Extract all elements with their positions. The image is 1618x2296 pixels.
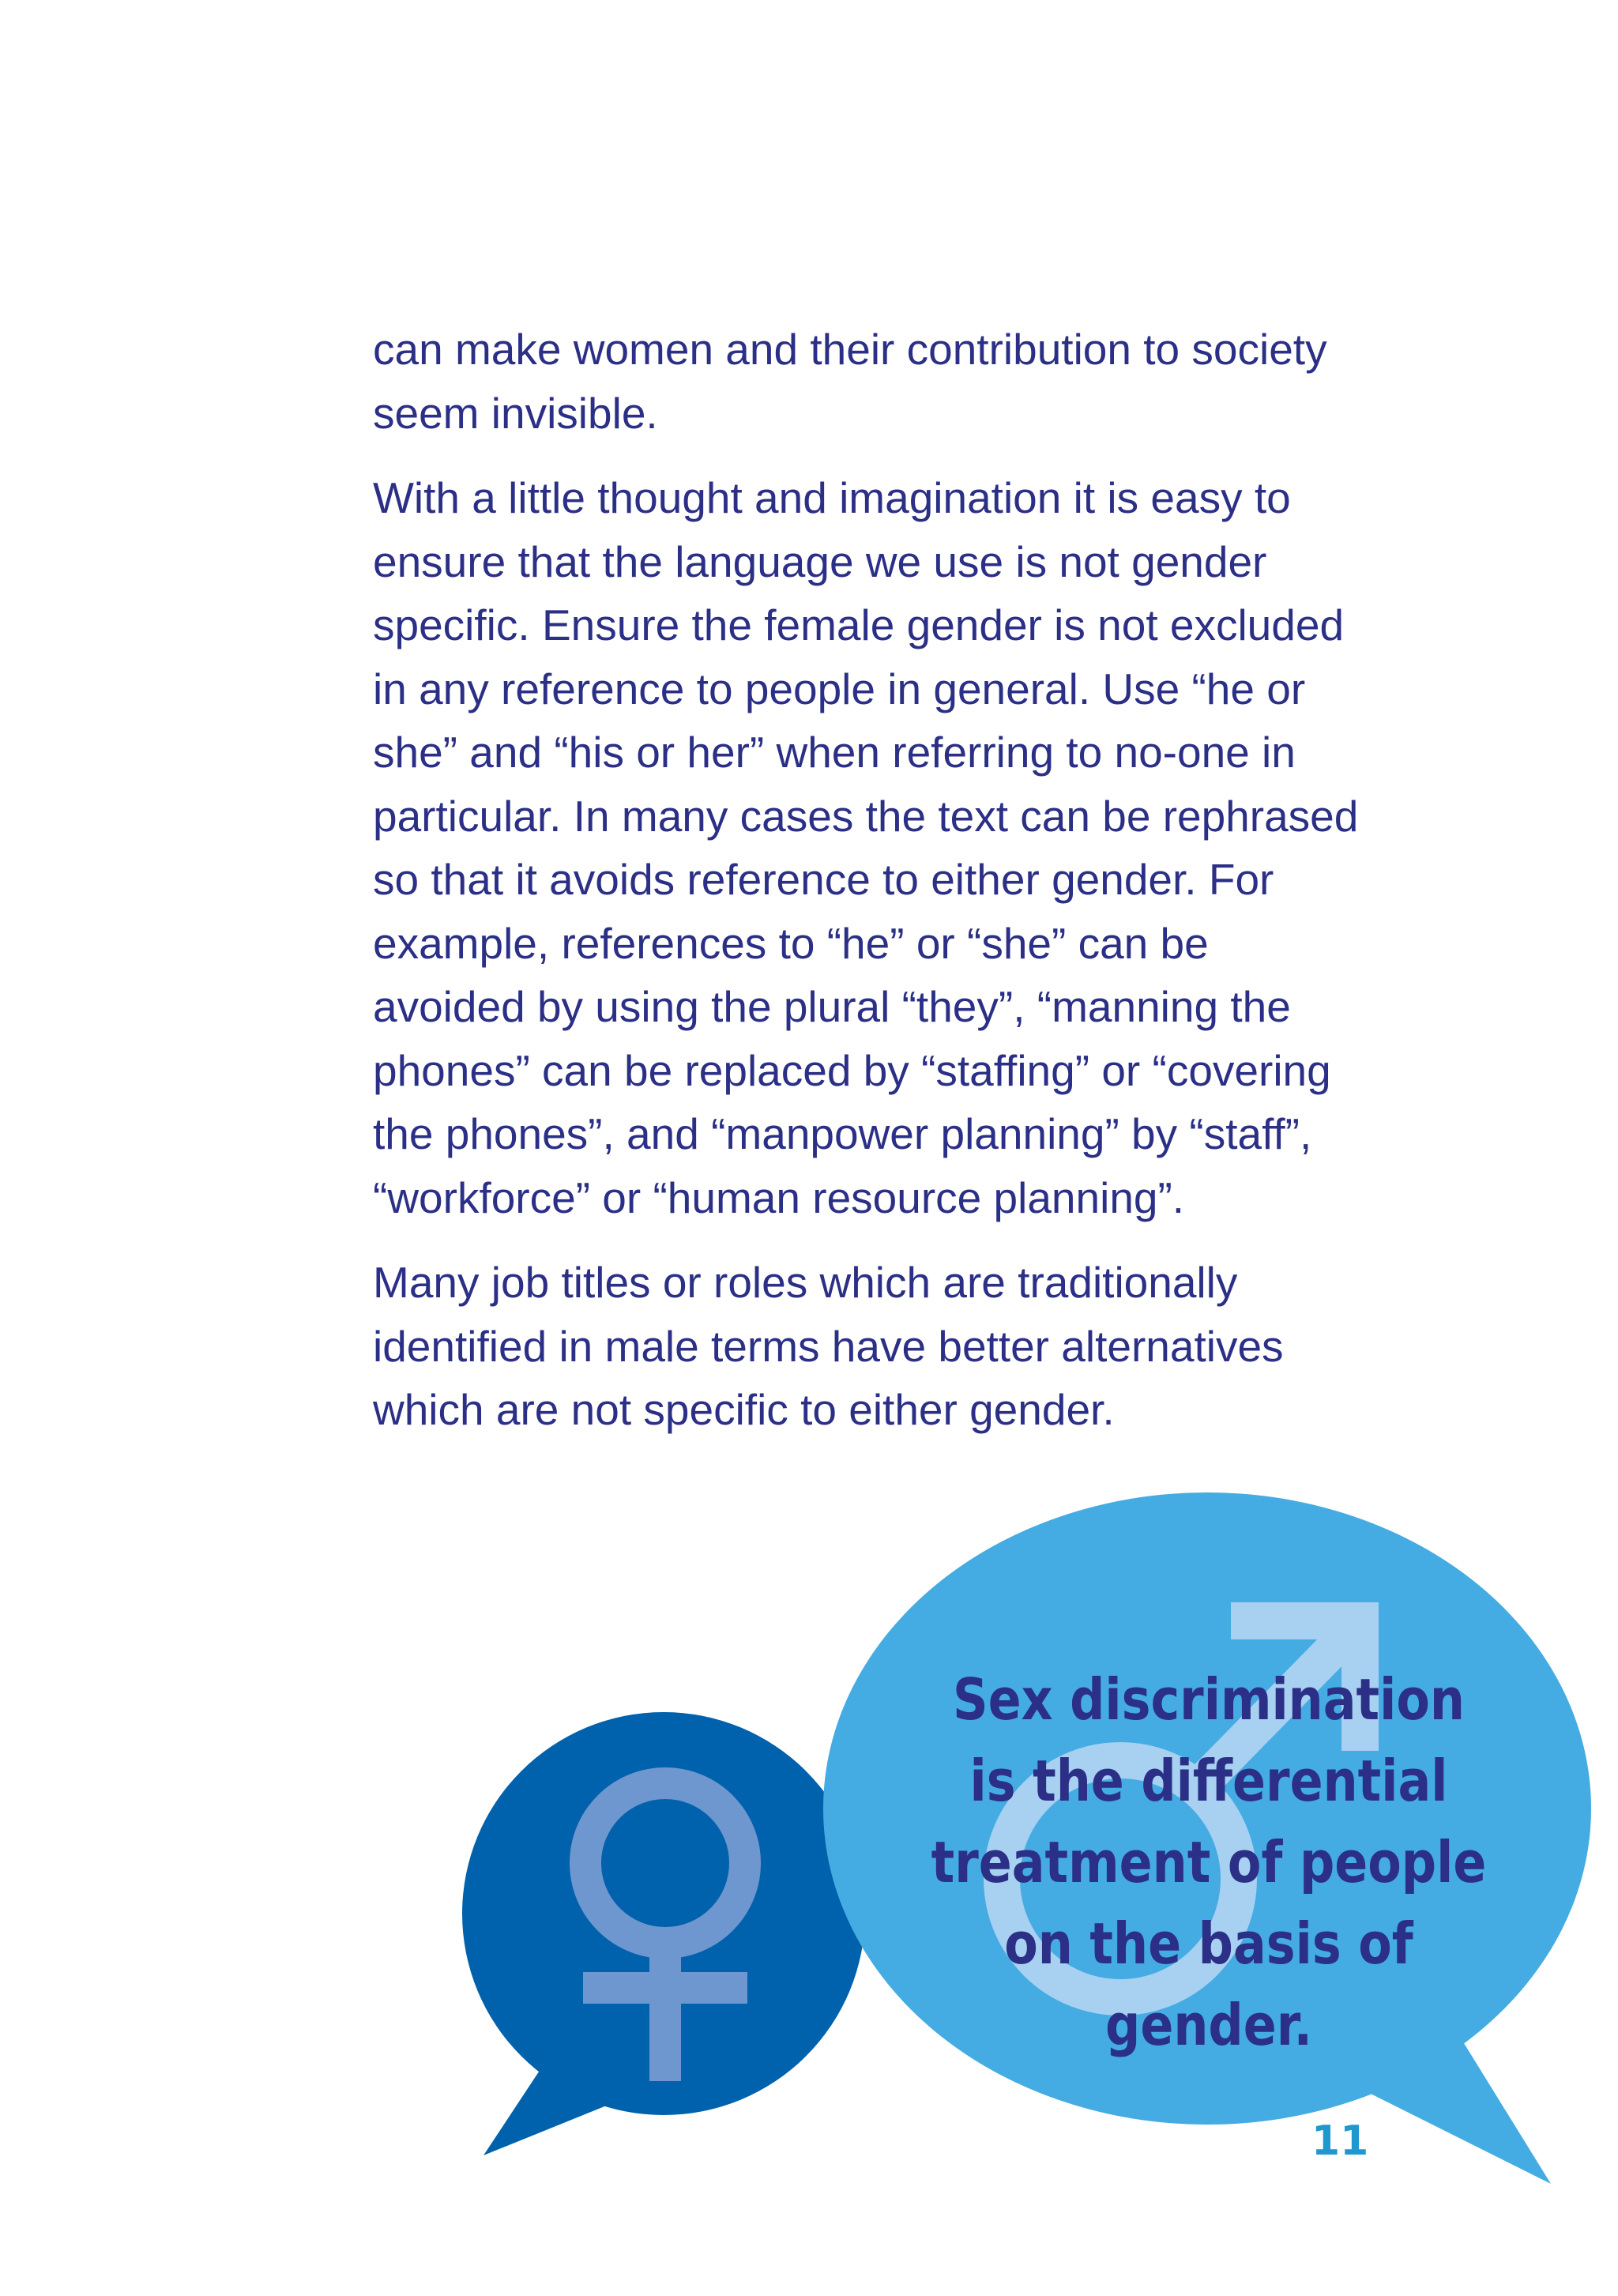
callout-quote — [924, 1659, 1494, 2066]
paragraph-3: Many job titles or roles which are traditionally identified in male terms have better alternatives which are not specific to either gender. — [373, 1258, 1284, 1434]
page-number: 11 — [1311, 2117, 1369, 2165]
quote-line: Sex discrimination — [952, 1666, 1466, 1733]
left-speech-bubble — [462, 1712, 865, 2155]
quote-line: gender. — [1105, 1992, 1312, 2058]
quote-line: treatment of people — [931, 1829, 1487, 1895]
quote-line: on the basis of — [1004, 1910, 1413, 1977]
quote-line: is the differential — [969, 1748, 1448, 1814]
paragraph-1: can make women and their contribution to society seem invisible. — [373, 325, 1327, 438]
paragraph-2: With a little thought and imagination it is easy to ensure that the language we use is not gender specific. Ensure the female gender is not excluded in any reference to people in general. Use “he or she” and “his or her” when referring to no-one in particular. In many cases the text can be rephrased so that it avoids reference to either gender. For example, references to “he” or “she” can be avoided by using the plural “they”, “manning the phones” can be replaced by “staffing” or “covering the phones”, and “manpower planning” by “staff”, “workforce” or “human resource planning”. — [373, 473, 1359, 1222]
